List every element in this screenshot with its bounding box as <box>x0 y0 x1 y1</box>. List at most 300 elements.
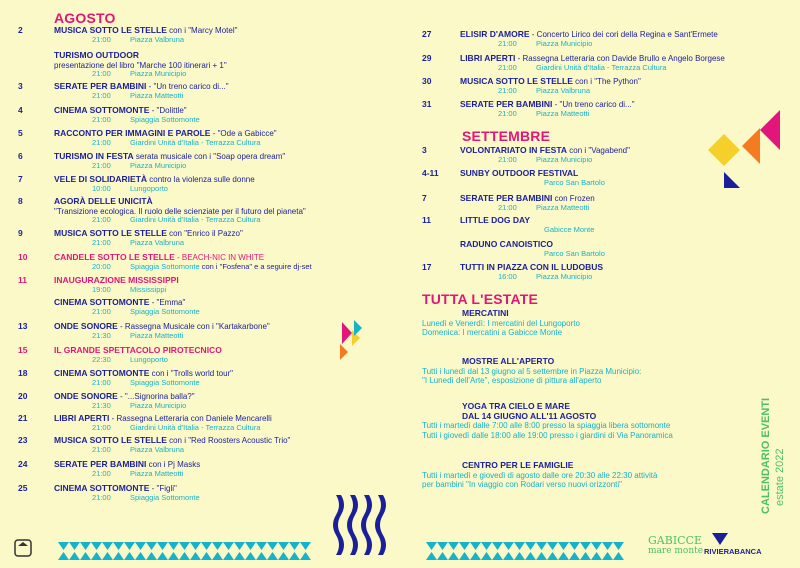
triangle-border-right <box>426 542 624 560</box>
event-meta <box>54 446 290 455</box>
event-meta <box>54 70 227 79</box>
triangle-mark <box>569 552 580 560</box>
triangle-mark <box>481 542 492 550</box>
event-subline: presentazione del libro "Marche 100 itinerari + 1" <box>54 60 227 70</box>
event-subline: "Transizione ecologica. Il ruolo delle scienziate per il futuro del pianeta" <box>54 206 306 216</box>
event-line <box>54 51 227 61</box>
event-title: MUSICA SOTTO LE STELLE <box>460 76 573 86</box>
event-place: Spiaggia Sottomonte <box>130 492 200 502</box>
event-title: LIBRI APERTI <box>460 53 516 63</box>
event-time: 21:00 <box>498 62 517 72</box>
triangle-mark <box>168 542 179 550</box>
event-title: IL GRANDE SPETTACOLO PIROTECNICO <box>54 345 222 355</box>
estate-line: Tutti i lunedì dal 13 giugno al 5 settembre in Piazza Municipio: <box>422 366 642 376</box>
event-item <box>18 106 200 124</box>
side-title: CALENDARIO EVENTI <box>760 397 772 514</box>
event-time: 10:00 <box>92 183 111 193</box>
triangle-mark <box>69 552 80 560</box>
event-day: 4-11 <box>422 168 439 178</box>
triangle-mark <box>168 552 179 560</box>
triangle-mark <box>613 542 624 550</box>
triangle-mark <box>223 542 234 550</box>
triangle-mark <box>525 542 536 550</box>
event-day: 3 <box>18 81 23 91</box>
event-item <box>18 229 243 247</box>
triangle-mark <box>300 542 311 550</box>
triangle-mark <box>459 542 470 550</box>
event-day: 4 <box>18 105 23 115</box>
estate-line: per bambini "In viaggio con Rodari verso nuovi orizzonti" <box>422 480 623 490</box>
event-line <box>54 197 306 207</box>
event-day: 2 <box>18 25 23 35</box>
event-item <box>422 54 725 72</box>
estate-title: MOSTRE ALL'APERTO <box>462 356 555 366</box>
triangle-mark <box>91 542 102 550</box>
event-desc: - "Dolittle" <box>149 106 187 115</box>
event-item <box>422 146 630 164</box>
event-item <box>422 100 635 118</box>
event-item <box>18 392 195 410</box>
event-desc: - Rassegna Letteraria con Davide Brullo e Angelo Borgese <box>515 54 725 63</box>
event-desc: con i "Trolls world tour" <box>149 369 234 378</box>
crest-icon <box>15 540 31 556</box>
event-item <box>422 30 718 48</box>
estate-line: Tutti i martedì e giovedì di agosto dalle ore 20:30 alle 22:30 attività <box>422 470 658 480</box>
event-place: Piazza Matteotti <box>536 108 590 118</box>
event-meta <box>54 494 200 503</box>
triangle-mark <box>448 542 459 550</box>
triangle-mark <box>80 542 91 550</box>
event-place: Piazza Matteotti <box>130 468 184 478</box>
event-title: LITTLE DOG DAY <box>460 215 531 225</box>
event-place: Piazza Municipio <box>536 38 593 48</box>
event-day: 11 <box>422 215 431 225</box>
event-item <box>18 460 200 478</box>
event-title: TURISMO IN FESTA <box>54 151 134 161</box>
triangle-mark <box>190 542 201 550</box>
event-time: 21:00 <box>92 69 111 78</box>
event-item <box>18 369 233 387</box>
triangle-mark <box>426 552 437 560</box>
event-day: 10 <box>18 252 28 262</box>
event-desc: serata musicale con i "Soap opera dream" <box>133 152 286 161</box>
event-meta <box>460 204 595 213</box>
event-time: 21:00 <box>92 444 111 454</box>
event-item <box>18 298 200 316</box>
event-desc: - BEACH-NIC IN WHITE <box>174 253 265 262</box>
event-title: TURISMO OUTDOOR <box>54 50 139 60</box>
event-time: 21:00 <box>498 38 517 48</box>
event-desc: con Frozen <box>552 194 595 203</box>
triangle-mark <box>503 542 514 550</box>
event-item <box>422 216 594 234</box>
event-place: Piazza Municipio <box>130 400 187 410</box>
event-extra: con i "Fosfena" e a seguire dj-set <box>199 261 312 271</box>
triangle-mark <box>448 552 459 560</box>
triangle-mark <box>102 542 113 550</box>
triangle-mark <box>234 552 245 560</box>
estate-item <box>422 461 657 490</box>
event-meta <box>54 36 237 45</box>
triangle-mark <box>300 552 311 560</box>
event-item <box>422 169 605 187</box>
event-meta <box>54 92 229 101</box>
event-place: Piazza Matteotti <box>130 90 184 100</box>
event-day: 20 <box>18 391 28 401</box>
event-place: Piazza Valbruna <box>130 34 185 44</box>
rivierabanca-mark-icon <box>712 533 728 545</box>
triangle-mark <box>157 542 168 550</box>
event-day: 24 <box>18 459 28 469</box>
event-item <box>18 414 272 432</box>
event-title: CINEMA SOTTOMONTE <box>54 297 150 307</box>
event-time: 21:00 <box>92 90 111 100</box>
triangle-mark <box>58 542 69 550</box>
triangle-mark <box>602 552 613 560</box>
fish-decoration-left <box>340 320 362 360</box>
event-place: Giardini Unità d'Italia - Terrazza Cultura <box>130 137 261 147</box>
estate-line: Tutti i giovedì dalle 18:00 alle 19:00 presso i giardini di Via Panoramica <box>422 430 673 440</box>
event-day: 13 <box>18 321 28 331</box>
event-desc: con i "Marcy Motel" <box>166 26 238 35</box>
event-meta <box>54 308 200 317</box>
triangle-mark <box>437 552 448 560</box>
event-desc: con i "The Python" <box>572 77 641 86</box>
event-title: MUSICA SOTTO LE STELLE <box>54 25 167 35</box>
triangle-mark <box>256 542 267 550</box>
triangle-mark <box>536 542 547 550</box>
triangle-mark <box>179 552 190 560</box>
triangle-mark <box>278 542 289 550</box>
logo-rivierabanca: RIVIERABANCA <box>704 547 762 556</box>
event-time: 21:00 <box>498 202 517 212</box>
event-title: SUNBY OUTDOOR FESTIVAL <box>460 168 579 178</box>
event-day: 3 <box>422 145 427 155</box>
event-item <box>18 322 270 340</box>
event-meta <box>460 179 605 188</box>
event-meta <box>54 162 285 171</box>
event-item <box>422 194 595 212</box>
event-item <box>18 484 200 502</box>
triangle-mark <box>102 552 113 560</box>
event-day: 27 <box>422 29 432 39</box>
event-place: Piazza Municipio <box>130 160 187 170</box>
event-title: SERATE PER BAMBINI <box>460 99 553 109</box>
triangle-mark <box>470 552 481 560</box>
triangle-mark <box>267 552 278 560</box>
estate-item <box>422 402 673 440</box>
event-meta <box>460 273 603 282</box>
event-desc: - "...Signorina balla?" <box>117 392 195 401</box>
event-title: LIBRI APERTI <box>54 413 110 423</box>
triangle-mark <box>481 552 492 560</box>
triangle-mark <box>146 552 157 560</box>
estate-title: MERCATINI <box>462 308 509 318</box>
event-title: INAUGURAZIONE MISSISSIPPI <box>54 275 179 285</box>
triangle-mark <box>426 542 437 550</box>
event-place: Piazza Valbruna <box>130 444 185 454</box>
event-desc: - "Emma" <box>149 298 186 307</box>
event-desc: - Concerto Lirico dei cori della Regina e Sant'Ermete <box>529 30 718 39</box>
event-place: Piazza Matteotti <box>130 330 184 340</box>
triangle-mark <box>591 542 602 550</box>
event-title: VOLONTARIATO IN FESTA <box>460 145 568 155</box>
triangle-mark <box>602 542 613 550</box>
event-desc: - Rassegna Musicale con i "Kartakarbone" <box>117 322 270 331</box>
triangle-mark <box>190 552 201 560</box>
estate-line: Domenica: I mercatini a Gabicce Monte <box>422 328 563 338</box>
event-desc: - "Figli" <box>149 484 177 493</box>
event-day: 7 <box>18 174 23 184</box>
event-item <box>18 175 255 193</box>
event-title: RACCONTO PER IMMAGINI E PAROLE <box>54 128 211 138</box>
event-place: Spiaggia Sottomonte <box>130 261 200 271</box>
triangle-mark <box>492 542 503 550</box>
event-title: TUTTI IN PIAZZA CON IL LUDOBUS <box>460 262 604 272</box>
event-day: 9 <box>18 228 23 238</box>
event-meta <box>54 424 272 433</box>
event-item <box>18 197 306 225</box>
event-title: RADUNO CANOISTICO <box>460 239 554 249</box>
event-meta <box>460 156 630 165</box>
triangle-mark <box>580 552 591 560</box>
triangle-mark <box>201 552 212 560</box>
triangle-mark <box>492 552 503 560</box>
fish-decoration-right <box>708 110 780 188</box>
triangle-mark <box>503 552 514 560</box>
triangle-mark <box>558 542 569 550</box>
triangle-mark <box>289 552 300 560</box>
triangle-mark <box>80 552 91 560</box>
triangle-mark <box>201 542 212 550</box>
section-agosto: AGOSTO <box>54 10 116 26</box>
event-item <box>422 77 641 95</box>
event-meta <box>54 239 243 248</box>
event-title: CINEMA SOTTOMONTE <box>54 483 150 493</box>
event-time: 21:00 <box>92 215 111 224</box>
triangle-mark <box>113 542 124 550</box>
event-time: 22:30 <box>92 354 111 364</box>
event-desc: - Rassegna Letteraria con Daniele Mencarelli <box>109 414 272 423</box>
event-place: Lungoporto <box>130 354 168 364</box>
event-place: Mississippi <box>130 284 167 294</box>
triangle-mark <box>91 552 102 560</box>
estate-title: YOGA TRA CIELO E MARE <box>462 401 570 411</box>
triangle-mark <box>69 542 80 550</box>
event-meta <box>54 286 179 295</box>
triangle-mark <box>514 552 525 560</box>
event-meta <box>54 216 306 225</box>
triangle-mark <box>547 552 558 560</box>
event-place: Giardini Unità d'Italia - Terrazza Cultura <box>130 422 261 432</box>
triangle-mark <box>289 542 300 550</box>
event-time: 20:00 <box>92 261 111 271</box>
event-time: 21:00 <box>498 85 517 95</box>
triangle-mark <box>58 552 69 560</box>
event-title: ELISIR D'AMORE <box>460 29 530 39</box>
estate-line: Tutti i martedì dalle 7:00 alle 8:00 presso la spiaggia libera sottomonte <box>422 421 671 431</box>
triangle-mark <box>212 542 223 550</box>
event-title: CINEMA SOTTOMONTE <box>54 105 150 115</box>
event-day: 8 <box>18 196 23 206</box>
side-subtitle: estate 2022 <box>774 448 786 506</box>
triangle-mark <box>569 542 580 550</box>
event-title: MUSICA SOTTO LE STELLE <box>54 228 167 238</box>
event-title: SERATE PER BAMBINI <box>54 81 147 91</box>
event-time: 21:00 <box>92 492 111 502</box>
event-item <box>18 82 229 100</box>
triangle-mark <box>245 542 256 550</box>
event-time: 21:00 <box>92 237 111 247</box>
event-title: SERATE PER BAMBINI <box>460 193 553 203</box>
triangle-mark <box>470 542 481 550</box>
event-title: ONDE SONORE <box>54 321 118 331</box>
event-place: Gabicce Monte <box>544 224 595 234</box>
event-title: AGORÀ DELLE UNICITÀ <box>54 196 153 206</box>
event-time: 21:00 <box>92 306 111 316</box>
event-meta <box>460 110 635 119</box>
event-time: 21:00 <box>92 114 111 124</box>
event-place: Spiaggia Sottomonte <box>130 114 200 124</box>
event-meta <box>54 356 222 365</box>
event-day: 29 <box>422 53 432 63</box>
event-time: 21:00 <box>498 154 517 164</box>
triangle-mark <box>547 542 558 550</box>
section-tutta-estate: TUTTA L'ESTATE <box>422 291 539 307</box>
triangle-mark <box>267 542 278 550</box>
event-place: Spiaggia Sottomonte <box>130 306 200 316</box>
triangle-mark <box>580 542 591 550</box>
event-desc: con i "Red Roosters Acoustic Trio" <box>166 436 291 445</box>
event-time: 21:30 <box>92 400 111 410</box>
event-item <box>18 129 277 147</box>
event-title: CINEMA SOTTOMONTE <box>54 368 150 378</box>
estate-subtitle: DAL 14 GIUGNO ALL'11 AGOSTO <box>462 410 597 421</box>
event-meta <box>54 185 255 194</box>
section-settembre: SETTEMBRE <box>462 128 551 144</box>
event-item <box>18 26 237 44</box>
event-item <box>18 51 227 79</box>
event-item <box>422 240 605 258</box>
logo-gabicce: GABICCE mare monte <box>648 534 704 556</box>
event-day: 23 <box>18 435 28 445</box>
event-place: Piazza Municipio <box>536 271 593 281</box>
triangle-mark <box>536 552 547 560</box>
event-day: 30 <box>422 76 432 86</box>
event-item <box>18 253 312 271</box>
triangle-mark <box>558 552 569 560</box>
estate-line: "I Lunedì dell'Arte", esposizione di pittura all'aperto <box>422 376 602 386</box>
triangle-mark <box>179 542 190 550</box>
event-time: 19:00 <box>92 284 111 294</box>
triangle-mark <box>245 552 256 560</box>
event-meta <box>460 250 605 259</box>
event-meta <box>54 470 200 479</box>
event-place: Piazza Valbruna <box>130 237 185 247</box>
event-day: 21 <box>18 413 28 423</box>
event-day: 5 <box>18 128 23 138</box>
triangle-mark <box>212 552 223 560</box>
triangle-mark <box>113 552 124 560</box>
event-time: 16:00 <box>498 271 517 281</box>
event-meta <box>54 116 200 125</box>
event-place: Lungoporto <box>130 183 168 193</box>
event-meta <box>54 379 233 388</box>
event-time: 21:00 <box>92 34 111 44</box>
event-meta <box>54 139 277 148</box>
triangle-mark <box>459 552 470 560</box>
estate-title: CENTRO PER LE FAMIGLIE <box>462 460 574 470</box>
event-place: Spiaggia Sottomonte <box>130 377 200 387</box>
event-day: 15 <box>18 345 28 355</box>
event-place: Parco San Bartolo <box>544 248 605 258</box>
event-time: 21:30 <box>92 330 111 340</box>
estate-item <box>422 357 641 386</box>
event-item <box>18 346 222 364</box>
event-place: Piazza Municipio <box>536 154 593 164</box>
event-time: 21:00 <box>92 377 111 387</box>
event-meta <box>54 263 312 272</box>
event-day: 18 <box>18 368 28 378</box>
triangle-border-left <box>58 542 311 560</box>
event-place: Parco San Bartolo <box>544 177 605 187</box>
event-title: ONDE SONORE <box>54 391 118 401</box>
event-meta <box>54 332 270 341</box>
waves-decoration <box>333 495 386 555</box>
event-meta <box>460 226 594 235</box>
estate-item <box>422 309 580 338</box>
event-desc: - "Ode a Gabicce" <box>210 129 277 138</box>
event-title: SERATE PER BAMBINI <box>54 459 147 469</box>
event-desc: - "Un treno carico di..." <box>552 100 635 109</box>
event-desc: con "Enrico il Pazzo" <box>166 229 243 238</box>
event-desc: con i "Vagabend" <box>567 146 630 155</box>
event-day: 31 <box>422 99 432 109</box>
triangle-mark <box>613 552 624 560</box>
event-day: 17 <box>422 262 432 272</box>
triangle-mark <box>157 552 168 560</box>
event-day: 6 <box>18 151 23 161</box>
event-item <box>18 436 290 454</box>
triangle-mark <box>124 552 135 560</box>
event-item <box>18 276 179 294</box>
event-time: 21:00 <box>92 422 111 432</box>
event-place: Piazza Matteotti <box>536 202 590 212</box>
event-meta <box>460 40 718 49</box>
event-desc: con i Pj Masks <box>146 460 201 469</box>
triangle-mark <box>525 552 536 560</box>
event-time: 21:00 <box>92 137 111 147</box>
event-time: 21:00 <box>92 468 111 478</box>
event-day: 11 <box>18 275 27 285</box>
event-desc: - "Un treno carico di..." <box>146 82 229 91</box>
triangle-mark <box>135 542 146 550</box>
event-title: VELE DI SOLIDARIETÀ <box>54 174 148 184</box>
event-place: Piazza Valbruna <box>536 85 591 95</box>
triangle-mark <box>278 552 289 560</box>
triangle-mark <box>591 552 602 560</box>
event-place: Giardini Unità d'Italia - Terrazza Cultura <box>536 62 667 72</box>
event-meta <box>460 87 641 96</box>
estate-line: Lunedì e Venerdì: I mercatini del Lungoporto <box>422 318 580 328</box>
event-place: Piazza Municipio <box>130 69 187 78</box>
event-title: CANDELE SOTTO LE STELLE <box>54 252 175 262</box>
event-day: 25 <box>18 483 28 493</box>
event-title: MUSICA SOTTO LE STELLE <box>54 435 167 445</box>
event-item <box>422 263 603 281</box>
event-meta <box>460 64 725 73</box>
triangle-mark <box>234 542 245 550</box>
